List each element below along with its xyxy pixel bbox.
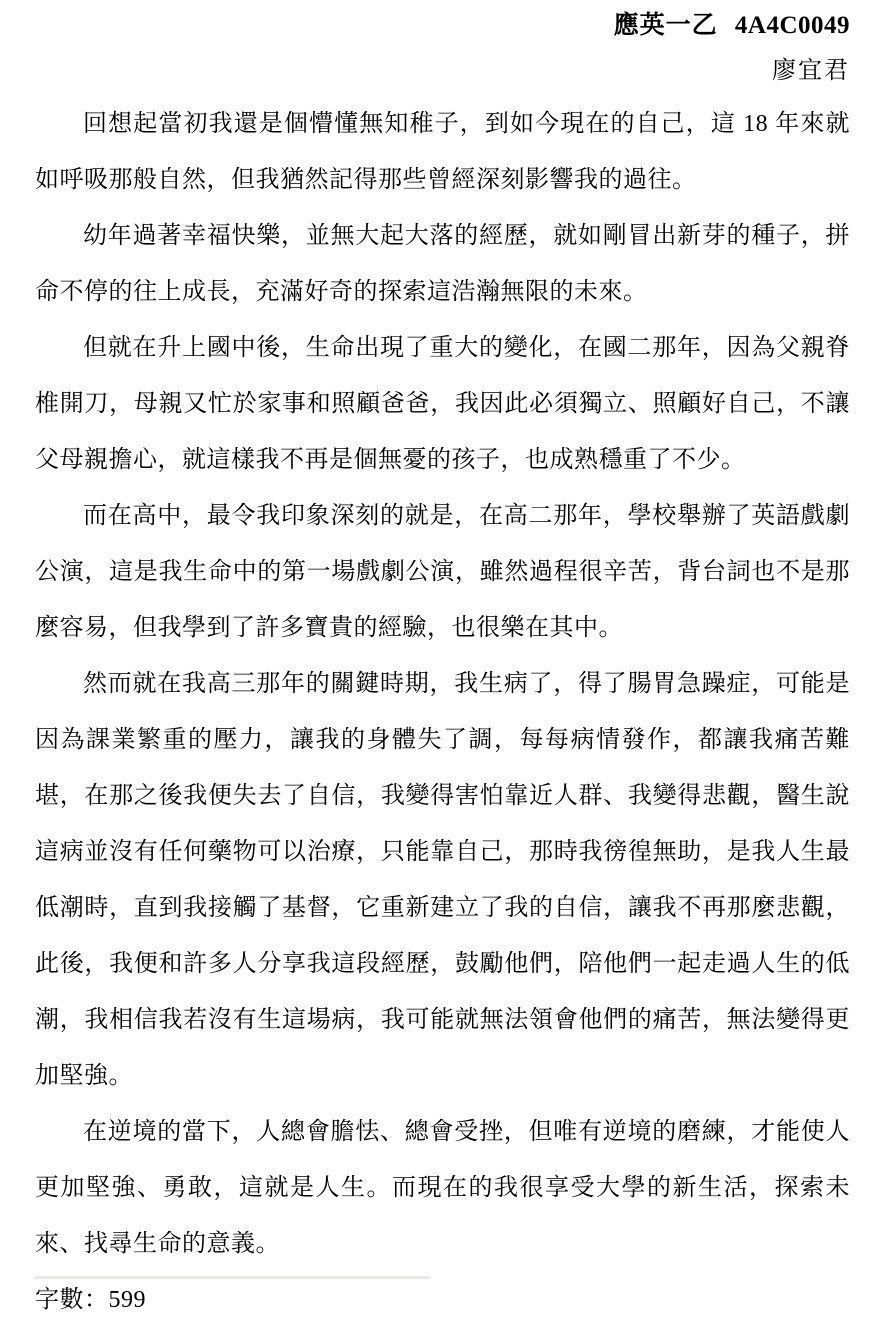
word-count <box>35 1272 850 1328</box>
word-count-value: 599 <box>108 1287 146 1313</box>
paragraph-2: 幼年過著幸福快樂，並無大起大落的經歷，就如剛冒出新芽的種子，拼命不停的往上成長，充滿好奇的探索這浩瀚無限的未來。 <box>35 223 850 305</box>
author-name: 廖宜君 <box>772 58 850 84</box>
paragraph-1: 回想起當初我還是個懵懂無知稚子，到如今現在的自己，這 18 年來就如呼吸那般自然，但我猶然記得那些曾經深刻影響我的過往。 <box>35 111 850 193</box>
page-edge-artifact <box>35 1276 430 1279</box>
essay-body <box>35 96 850 1272</box>
student-id: 4A4C0049 <box>734 12 850 39</box>
paragraph-5: 然而就在我高三那年的關鍵時期，我生病了，得了腸胃急躁症，可能是因為課業繁重的壓力，讓我的身體失了調，每每病情發作，都讓我痛苦難堪，在那之後我便失去了自信，我變得害怕靠近人群、我變得悲觀，醫生說這病並沒有任何藥物可以治療，只能靠自己，那時我徬徨無助，是我人生最低潮時，直到我接觸了基督，它重新建立了我的自信，讓我不再那麼悲觀，此後，我便和許多人分享我這段經歷，鼓勵他們，陪他們一起走過人生的低潮，我相信我若沒有生這場病，我可能就無法領會他們的痛苦，無法變得更加堅強。 <box>35 671 850 1089</box>
class-name: 應英一乙 <box>613 12 718 39</box>
paragraph-3: 但就在升上國中後，生命出現了重大的變化，在國二那年，因為父親脊椎開刀，母親又忙於家事和照顧爸爸，我因此必須獨立、照顧好自己，不讓父母親擔心，就這樣我不再是個無憂的孩子，也成熟穩重了不少。 <box>35 335 850 473</box>
paragraph-4: 而在高中，最令我印象深刻的就是，在高二那年，學校舉辦了英語戲劇公演，這是我生命中的第一場戲劇公演，雖然過程很辛苦，背台詞也不是那麼容易，但我學到了許多寶貴的經驗，也很樂在其中。 <box>35 503 850 641</box>
word-count-label: 字數： <box>35 1287 109 1313</box>
document-header <box>35 6 850 46</box>
paragraph-6: 在逆境的當下，人總會膽怯、總會受挫，但唯有逆境的磨練，才能使人更加堅強、勇敢，這就是人生。而現在的我很享受大學的新生活，探索未來、找尋生命的意義。 <box>35 1119 850 1257</box>
